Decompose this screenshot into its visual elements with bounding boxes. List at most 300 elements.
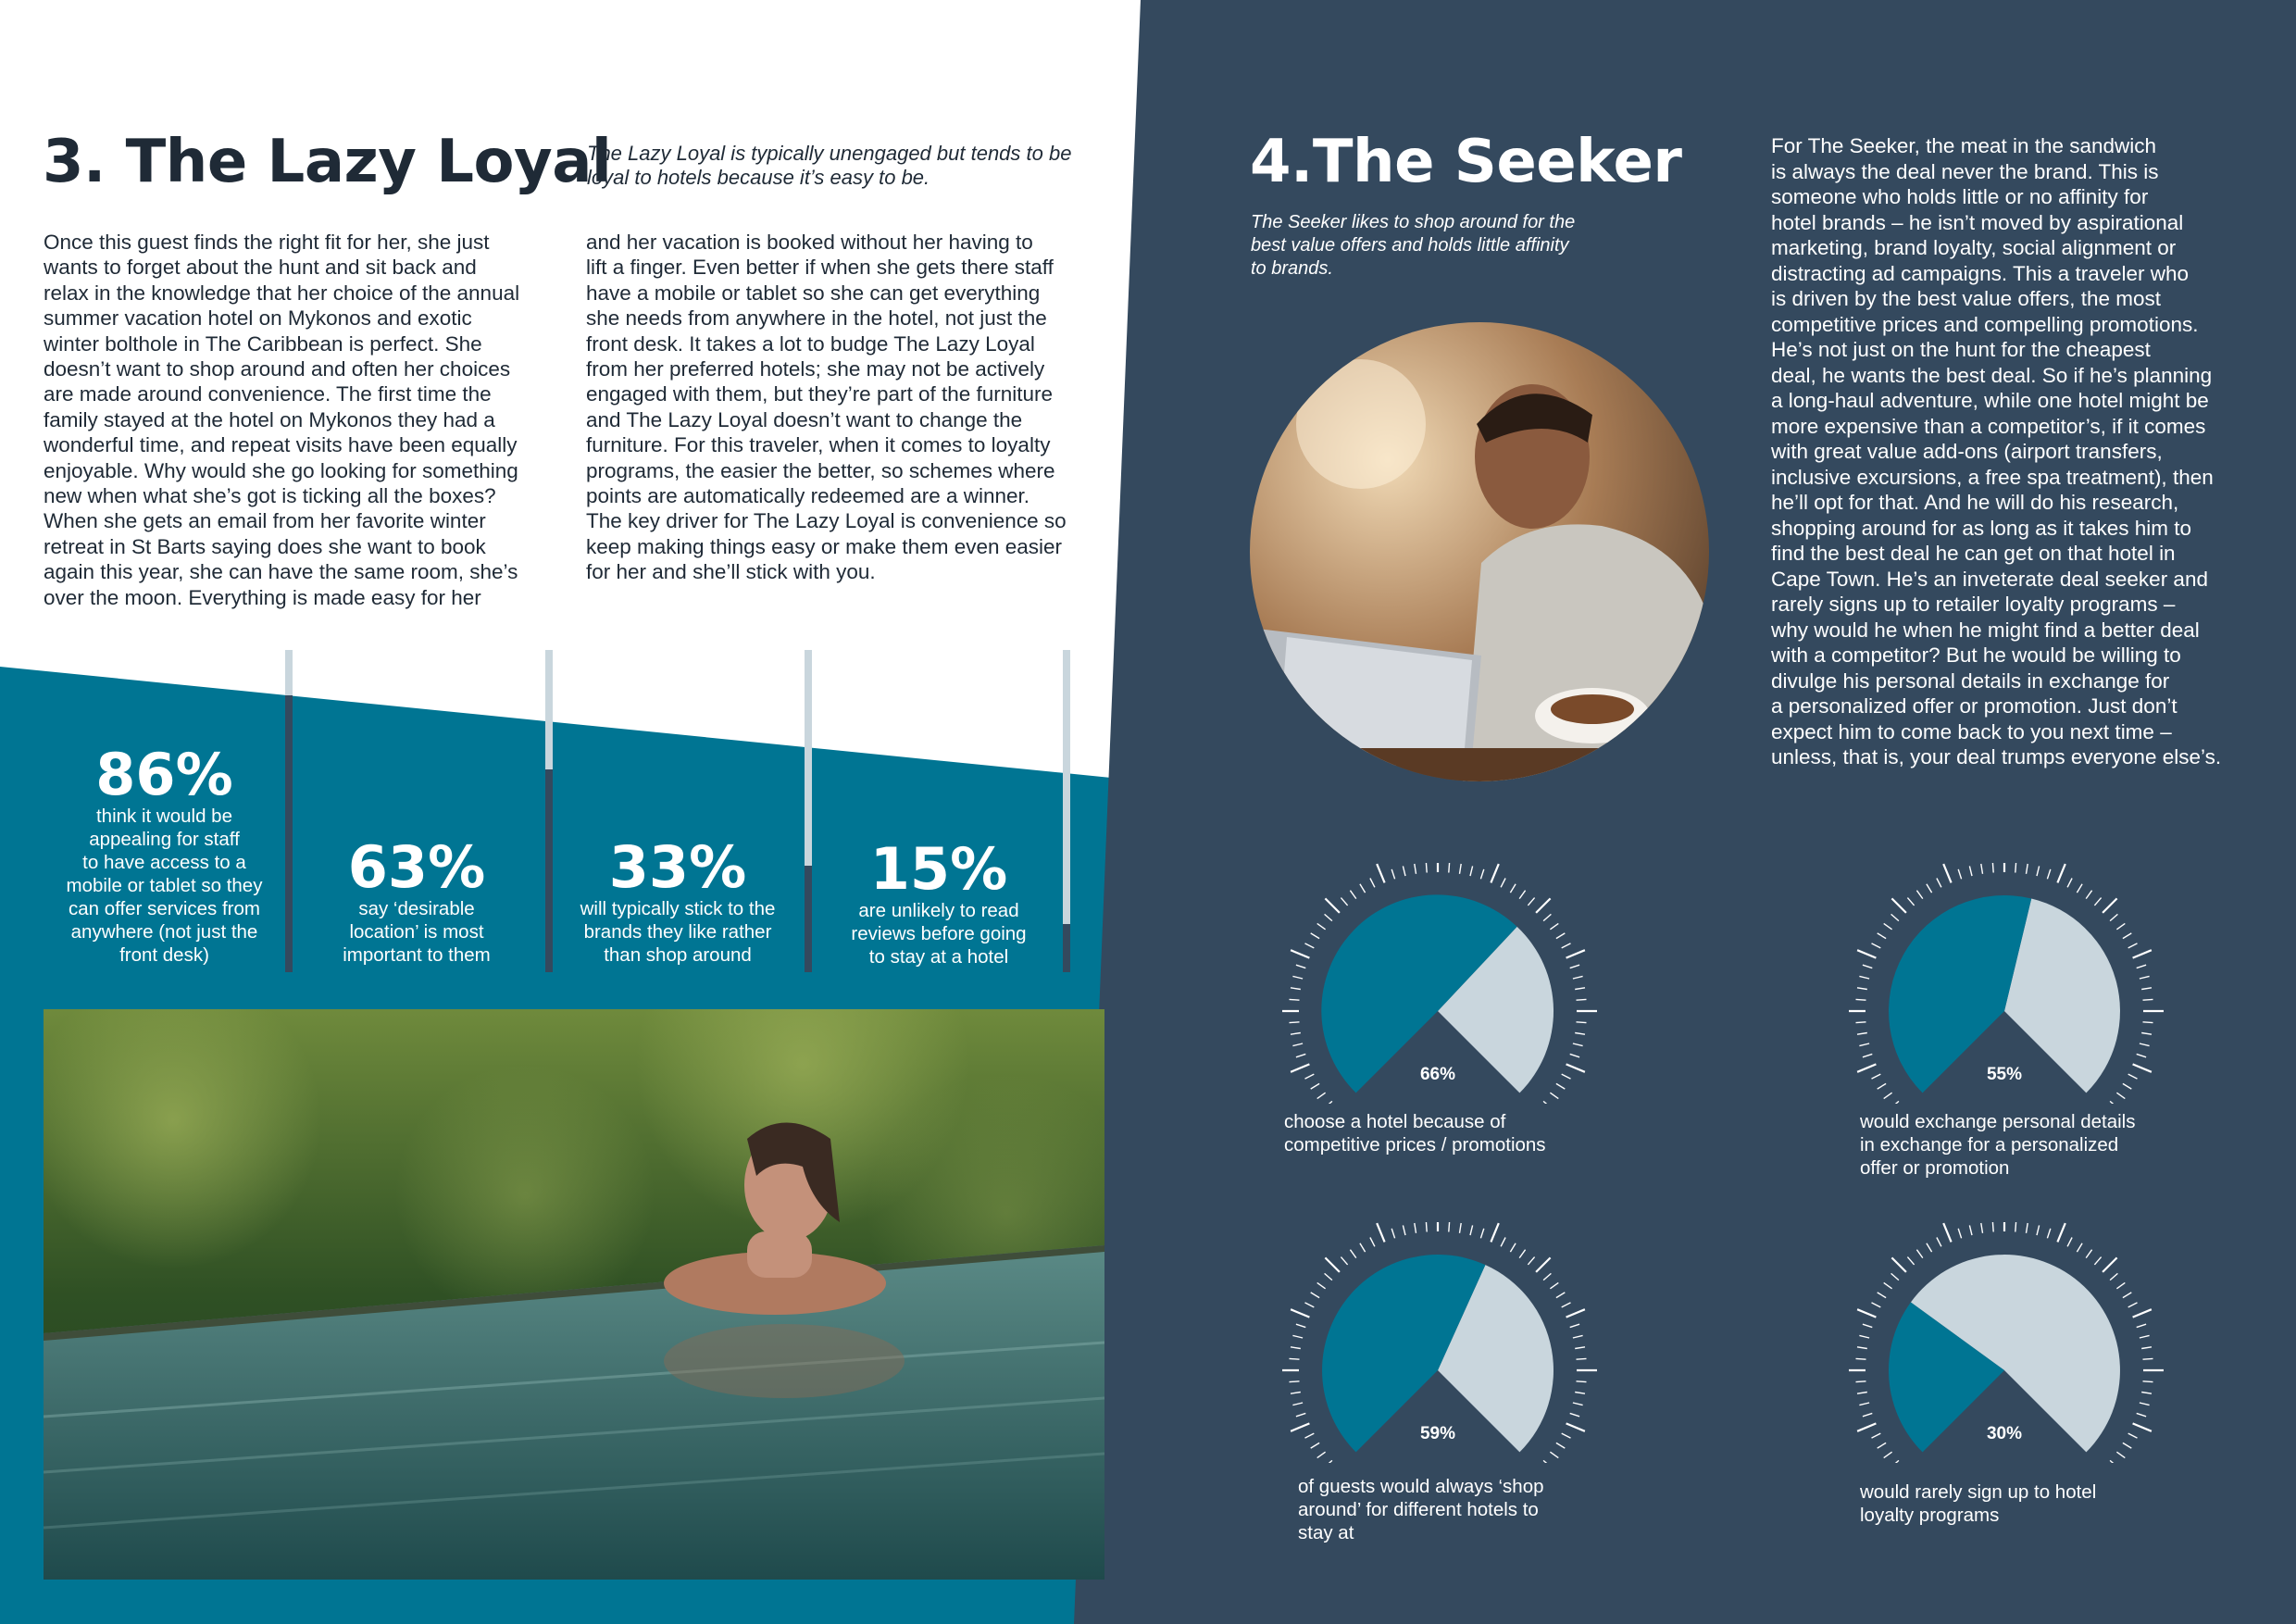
gauge-tick bbox=[2116, 923, 2125, 929]
gauge-tick bbox=[1519, 1250, 1525, 1258]
gauge-tick bbox=[1290, 1358, 1300, 1359]
caption-line: would rarely sign up to hotel bbox=[1860, 1481, 2097, 1503]
gauge-tick bbox=[1573, 1335, 1583, 1338]
gauge-tick bbox=[1543, 914, 1551, 920]
gauge-tick bbox=[1325, 1101, 1332, 1104]
gauge-tick bbox=[1856, 1022, 1866, 1023]
stat-line: can offer services from bbox=[69, 898, 260, 919]
gauge-tick bbox=[1562, 1074, 1571, 1079]
stat-bar-33 bbox=[805, 650, 812, 972]
gauge-tick bbox=[2143, 999, 2153, 1000]
gauge-tick bbox=[1291, 1309, 1309, 1317]
body-line: and her vacation is booked without her having to bbox=[586, 231, 1033, 254]
gauge-tick bbox=[2110, 914, 2117, 920]
gauge-59 bbox=[1282, 1222, 1597, 1463]
gauge-tick bbox=[1891, 1257, 1905, 1272]
gauge-tick bbox=[1575, 1033, 1585, 1035]
gauge-tick bbox=[1341, 898, 1347, 906]
gauge-tick bbox=[1543, 1460, 1551, 1463]
body-line: is always the deal never the brand. This is bbox=[1771, 159, 2159, 183]
gauge-tick bbox=[1562, 1433, 1571, 1438]
gauge-tick bbox=[2027, 864, 2028, 874]
gauge-tick bbox=[2067, 1238, 2072, 1247]
gauge-tick bbox=[1884, 1093, 1892, 1098]
gauge-tick bbox=[1857, 1393, 1867, 1394]
gauge-tick bbox=[1391, 869, 1394, 879]
gauge-tick bbox=[1556, 1083, 1565, 1089]
gauge-tick bbox=[2133, 950, 2152, 957]
stat-bar-fill bbox=[1063, 924, 1070, 972]
gauge-tick bbox=[1884, 923, 1892, 929]
gauge-tick bbox=[1360, 1243, 1366, 1252]
gauge-tick bbox=[1556, 1293, 1565, 1298]
gauge-tick bbox=[1566, 1309, 1585, 1317]
gauge-tick bbox=[1859, 1403, 1869, 1405]
gauge-tick bbox=[2094, 898, 2101, 906]
stat-block bbox=[557, 833, 798, 967]
body-line: is driven by the best value offers, the most bbox=[1771, 287, 2162, 310]
stat-value: 15% bbox=[869, 835, 1008, 903]
stat-bar-15 bbox=[1063, 650, 1070, 972]
gauge-tick bbox=[2103, 898, 2117, 913]
gauge-caption bbox=[1284, 1110, 1546, 1156]
gauge-tick bbox=[1550, 1452, 1558, 1457]
body-line: lift a finger. Even better if when she gets there staff bbox=[586, 256, 1054, 280]
gauge-tick bbox=[2077, 884, 2082, 893]
gauge-tick bbox=[1891, 914, 1899, 920]
body-line: with a competitor? But he would be willing to bbox=[1771, 643, 2181, 667]
gauge-value: 30% bbox=[1986, 1424, 2023, 1443]
stat-block bbox=[818, 835, 1059, 968]
gauge-tick bbox=[1575, 1347, 1585, 1349]
stat-line: brands they like rather bbox=[583, 921, 772, 943]
body-line: Once this guest finds the right fit for her, she just bbox=[44, 231, 490, 254]
gauge-tick bbox=[1872, 1303, 1881, 1307]
gauge-tick bbox=[1370, 1238, 1375, 1247]
gauge-tick bbox=[1291, 1347, 1301, 1349]
gauge-tick bbox=[1305, 943, 1315, 948]
caption-line: choose a hotel because of bbox=[1284, 1111, 1506, 1132]
gauge-tick bbox=[1856, 999, 1866, 1000]
gauge-tick bbox=[2067, 879, 2072, 888]
gauge-tick bbox=[1857, 1423, 1876, 1430]
gauge-tick bbox=[1562, 943, 1571, 948]
gauge-tick bbox=[1573, 1403, 1583, 1405]
gauge-tick bbox=[1377, 864, 1384, 882]
gauge-tick bbox=[2015, 1222, 2016, 1232]
body-line: furniture. For this traveler, when it comes to loyalty bbox=[586, 433, 1051, 457]
gauge-tick bbox=[1377, 1223, 1384, 1242]
gauge-tick bbox=[2128, 1303, 2138, 1307]
body-line: marketing, brand loyalty, social alignment or bbox=[1771, 236, 2177, 259]
seeker-photo-image bbox=[1250, 322, 1709, 781]
gauge-55 bbox=[1849, 863, 2164, 1104]
gauge-tick bbox=[1943, 864, 1951, 882]
stat-line: to have access to a bbox=[82, 852, 246, 873]
body-line: summer vacation hotel on Mykonos and exotic bbox=[44, 306, 472, 331]
caption-line: of guests would always ‘shop bbox=[1298, 1476, 1544, 1497]
gauge-tick bbox=[1856, 1358, 1866, 1359]
gauge-tick bbox=[2116, 1093, 2125, 1098]
gauge-tick bbox=[1291, 1064, 1309, 1071]
gauge-tick bbox=[1311, 1293, 1319, 1298]
gauge-caption bbox=[1860, 1110, 2135, 1180]
gauge-tick bbox=[1577, 1358, 1587, 1359]
gauge-tick bbox=[1859, 976, 1869, 979]
pool-photo bbox=[44, 1009, 1104, 1580]
body-line: more expensive than a competitor’s, if it comes bbox=[1771, 414, 2206, 438]
gauge-tick bbox=[2128, 1433, 2138, 1438]
stat-description bbox=[37, 805, 292, 967]
body-line: have a mobile or tablet so she can get everything bbox=[586, 281, 1041, 305]
body-line: expect him to come back to you next time – bbox=[1771, 719, 2172, 743]
gauge-tick bbox=[1480, 1229, 1483, 1238]
caption-line: around’ for different hotels to bbox=[1298, 1499, 1539, 1520]
gauge-tick bbox=[1958, 869, 1961, 879]
gauge-66 bbox=[1282, 863, 1597, 1104]
stat-line: appealing for staff bbox=[89, 829, 240, 850]
gauge-tick bbox=[1907, 898, 1914, 906]
gauge-tick bbox=[2086, 1250, 2091, 1258]
caption-line: offer or promotion bbox=[1860, 1157, 2010, 1179]
gauge-tick bbox=[2137, 1413, 2146, 1416]
gauge-tick bbox=[2128, 943, 2138, 948]
gauge-tick bbox=[2143, 1381, 2153, 1382]
body-line: over the moon. Everything is made easy for her bbox=[44, 585, 481, 609]
gauge-tick bbox=[1350, 891, 1355, 899]
gauge-tick bbox=[2047, 1229, 2050, 1238]
body-line: Cape Town. He’s an inveterate deal seeker and bbox=[1771, 567, 2208, 591]
lazy-loyal-column-1 bbox=[44, 230, 571, 610]
gauge-tick bbox=[1291, 1423, 1309, 1430]
body-line: family stayed at the hotel on Mykonos they had a bbox=[44, 407, 495, 431]
gauge-tick bbox=[2133, 1309, 2152, 1317]
gauge-tick bbox=[1891, 1460, 1899, 1463]
gauge-tick bbox=[1857, 1033, 1867, 1035]
gauge-tick bbox=[1863, 1054, 1872, 1056]
stat-description bbox=[818, 899, 1059, 968]
stat-description bbox=[296, 897, 537, 967]
seeker-title: 4.The Seeker bbox=[1250, 128, 1682, 196]
lead-line: to brands. bbox=[1251, 258, 1333, 279]
gauge-tick bbox=[1577, 1381, 1587, 1382]
gauge-tick bbox=[1528, 1257, 1534, 1265]
stat-bar-remaining bbox=[285, 650, 293, 695]
gauge-tick bbox=[1878, 1443, 1886, 1448]
gauge-tick bbox=[1296, 965, 1305, 968]
caption-line: in exchange for a personalized bbox=[1860, 1134, 2119, 1156]
gauge-tick bbox=[1573, 1043, 1583, 1046]
gauge-tick bbox=[1296, 1413, 1305, 1416]
stat-description bbox=[557, 897, 798, 967]
caption-line: competitive prices / promotions bbox=[1284, 1134, 1546, 1156]
gauge-tick bbox=[1570, 1054, 1579, 1056]
body-line: enjoyable. Why would she go looking for something bbox=[44, 458, 518, 482]
gauge-tick bbox=[1575, 988, 1585, 990]
stat-bar-63 bbox=[545, 650, 553, 972]
gauge-tick bbox=[1291, 950, 1309, 957]
gauge-tick bbox=[1317, 1452, 1326, 1457]
body-line: engaged with them, but they’re part of the furniture bbox=[586, 382, 1054, 406]
stat-bar-remaining bbox=[805, 650, 812, 866]
gauge-tick bbox=[2116, 1452, 2125, 1457]
body-line: she needs from anywhere in the hotel, not just the bbox=[586, 306, 1047, 331]
gauge-tick bbox=[1937, 879, 1941, 888]
gauge-tick bbox=[1491, 864, 1498, 882]
gauge-tick bbox=[1292, 976, 1303, 979]
gauge-tick bbox=[1566, 1064, 1585, 1071]
body-line: front desk. It takes a lot to budge The Lazy Loyal bbox=[586, 331, 1035, 356]
lazy-loyal-title: 3. The Lazy Loyal bbox=[43, 128, 612, 196]
gauge-tick bbox=[2141, 1347, 2152, 1349]
gauge-tick bbox=[1927, 884, 1932, 893]
gauge-tick bbox=[2123, 1443, 2131, 1448]
gauge-tick bbox=[2057, 1223, 2065, 1242]
gauge-tick bbox=[1317, 923, 1326, 929]
gauge-tick bbox=[1878, 1293, 1886, 1298]
stat-line: location’ is most bbox=[349, 921, 484, 943]
gauge-tick bbox=[1296, 1324, 1305, 1327]
gauge-tick bbox=[1460, 1223, 1462, 1233]
gauge-tick bbox=[1449, 863, 1450, 873]
gauge-tick bbox=[1878, 1083, 1886, 1089]
gauge-tick bbox=[1859, 1335, 1869, 1338]
gauge-tick bbox=[1291, 1393, 1301, 1394]
gauge-tick bbox=[1891, 1101, 1899, 1104]
body-line: divulge his personal details in exchange for bbox=[1771, 668, 2170, 693]
caption-line: stay at bbox=[1298, 1522, 1354, 1543]
gauge-tick bbox=[2137, 1054, 2146, 1056]
seeker-photo bbox=[1250, 322, 1709, 781]
body-line: For The Seeker, the meat in the sandwich bbox=[1771, 134, 2157, 157]
body-line: a personalized offer or promotion. Just don’t bbox=[1771, 694, 2177, 718]
caption-line: loyalty programs bbox=[1860, 1505, 2000, 1526]
body-line: competitive prices and compelling promotions. bbox=[1771, 312, 2199, 336]
gauge-tick bbox=[1857, 1347, 1867, 1349]
gauge-tick bbox=[1292, 1403, 1303, 1405]
gauge-tick bbox=[1856, 1381, 1866, 1382]
stat-line: think it would be bbox=[95, 806, 232, 827]
gauge-tick bbox=[1317, 1093, 1326, 1098]
body-line: wants to forget about the hunt and sit back and bbox=[44, 256, 477, 280]
body-line: why would he when he might find a better deal bbox=[1771, 618, 2200, 642]
body-line: shopping around for as long as it takes him to bbox=[1771, 516, 2192, 540]
gauge-tick bbox=[1566, 1423, 1585, 1430]
body-line: and The Lazy Loyal doesn’t want to change the bbox=[586, 407, 1023, 431]
gauge-tick bbox=[2116, 1282, 2125, 1288]
body-line: The key driver for The Lazy Loyal is convenience so bbox=[586, 509, 1067, 533]
gauge-tick bbox=[1863, 1413, 1872, 1416]
gauge-tick bbox=[1292, 1043, 1303, 1046]
gauge-tick bbox=[2110, 1273, 2117, 1280]
gauge-tick bbox=[1470, 1225, 1473, 1235]
gauge-tick bbox=[1325, 1460, 1332, 1463]
gauge-tick bbox=[1562, 1303, 1571, 1307]
gauge-tick bbox=[2110, 1460, 2117, 1463]
gauge-tick bbox=[2057, 864, 2065, 882]
stat-line: are unlikely to read bbox=[858, 900, 1019, 921]
gauge-tick bbox=[1981, 1223, 1983, 1233]
gauge-tick bbox=[1916, 891, 1922, 899]
gauge-tick bbox=[1575, 1393, 1585, 1394]
gauge-tick bbox=[1570, 965, 1579, 968]
gauge-tick bbox=[2141, 1033, 2152, 1035]
gauge-tick bbox=[1415, 864, 1416, 874]
gauge-tick bbox=[2140, 1335, 2150, 1338]
gauge-tick bbox=[1884, 1282, 1892, 1288]
gauge-value: 66% bbox=[1419, 1065, 1456, 1084]
gauge-tick bbox=[2140, 1043, 2150, 1046]
body-line: new when what she’s got is ticking all the boxes? bbox=[44, 484, 496, 508]
gauge-tick bbox=[2143, 1022, 2153, 1023]
body-line: find the best deal he can get on that hotel in bbox=[1771, 542, 2176, 565]
gauge-tick bbox=[2037, 866, 2040, 876]
gauge-tick bbox=[1891, 898, 1905, 913]
gauge-tick bbox=[2123, 1083, 2131, 1089]
body-line: hotel brands – he isn’t moved by aspirational bbox=[1771, 210, 2184, 234]
stat-line: will typically stick to the bbox=[580, 898, 776, 919]
gauge-tick bbox=[1403, 1225, 1405, 1235]
body-line: deal, he wants the best deal. So if he’s planning bbox=[1771, 363, 2213, 387]
gauge-tick bbox=[2143, 1358, 2153, 1359]
gauge-tick bbox=[2133, 1423, 2152, 1430]
gauge-tick bbox=[1969, 866, 1972, 876]
gauge-tick bbox=[1543, 1101, 1551, 1104]
gauge-tick bbox=[1341, 1257, 1347, 1265]
gauge-tick bbox=[1891, 1273, 1899, 1280]
caption-line: would exchange personal details bbox=[1860, 1111, 2136, 1132]
gauge-tick bbox=[1449, 1222, 1450, 1232]
body-line: wonderful time, and repeat visits have been equally bbox=[44, 433, 518, 457]
gauge-tick bbox=[1570, 1413, 1579, 1416]
gauge-tick bbox=[1872, 1433, 1881, 1438]
body-line: When she gets an email from her favorite winter bbox=[44, 509, 486, 533]
gauge-tick bbox=[1863, 1324, 1872, 1327]
gauge-caption bbox=[1860, 1480, 2096, 1527]
lazy-loyal-column-2 bbox=[586, 230, 1104, 585]
gauge-tick bbox=[1550, 1282, 1558, 1288]
stat-value: 86% bbox=[95, 741, 233, 808]
gauge-tick bbox=[1927, 1243, 1932, 1252]
gauge-tick bbox=[1305, 1074, 1315, 1079]
gauge-tick bbox=[2137, 1324, 2146, 1327]
body-line: he’ll opt for that. And he will do his research, bbox=[1771, 491, 2179, 514]
gauge-tick bbox=[2140, 1403, 2150, 1405]
gauge-tick bbox=[1291, 988, 1301, 990]
gauge-tick bbox=[2140, 976, 2150, 979]
gauge-tick bbox=[1510, 884, 1516, 893]
gauge-tick bbox=[1570, 1324, 1579, 1327]
stat-block bbox=[37, 741, 292, 967]
gauge-tick bbox=[1290, 999, 1300, 1000]
lead-line: best value offers and holds little affinity bbox=[1251, 235, 1569, 256]
gauge-tick bbox=[1556, 933, 1565, 939]
gauge-tick bbox=[1550, 923, 1558, 929]
body-line: someone who holds little or no affinity for bbox=[1771, 185, 2149, 208]
body-line: unless, that is, your deal trumps everyone else’s. bbox=[1771, 745, 2222, 768]
gauge-tick bbox=[1543, 1273, 1551, 1280]
gauge-value: 55% bbox=[1986, 1065, 2023, 1084]
gauge-tick bbox=[2037, 1225, 2040, 1235]
gauge-tick bbox=[1305, 1303, 1315, 1307]
gauge-tick bbox=[2103, 1257, 2117, 1272]
lead-line: The Seeker likes to shop around for the bbox=[1251, 212, 1576, 232]
gauge-tick bbox=[1360, 884, 1366, 893]
gauge-tick bbox=[1501, 1238, 1505, 1247]
gauge-tick bbox=[1536, 898, 1551, 913]
body-line: with great value add-ons (airport transfers, bbox=[1771, 440, 2163, 463]
gauge-tick bbox=[1872, 943, 1881, 948]
gauge-tick bbox=[2123, 1293, 2131, 1298]
seeker-lead bbox=[1251, 211, 1640, 281]
body-line: He’s not just on the hunt for the cheapest bbox=[1771, 338, 2151, 361]
gauge-tick bbox=[2015, 863, 2016, 873]
gauge-tick bbox=[1857, 950, 1876, 957]
stat-line: anywhere (not just the bbox=[70, 921, 258, 943]
body-line: for her and she’ll stick with you. bbox=[586, 560, 876, 584]
gauge-tick bbox=[1370, 879, 1375, 888]
gauge-tick bbox=[1510, 1243, 1516, 1252]
stat-line: reviews before going bbox=[851, 923, 1027, 944]
body-line: from her preferred hotels; she may not be actively bbox=[586, 357, 1045, 381]
gauge-tick bbox=[2141, 1393, 2152, 1394]
gauge-30 bbox=[1849, 1222, 2164, 1463]
gauge-tick bbox=[1290, 1381, 1300, 1382]
gauge-tick bbox=[1460, 864, 1462, 874]
gauge-tick bbox=[2094, 1257, 2101, 1265]
gauge-tick bbox=[1470, 866, 1473, 876]
body-line: programs, the easier the better, so schemes where bbox=[586, 458, 1055, 482]
gauge-tick bbox=[2077, 1243, 2082, 1252]
gauge-tick bbox=[1325, 1257, 1340, 1272]
gauge-tick bbox=[2086, 891, 2091, 899]
gauge-tick bbox=[1325, 914, 1332, 920]
body-line: points are automatically redeemed are a winner. bbox=[586, 484, 1030, 508]
gauge-tick bbox=[1415, 1223, 1416, 1233]
gauge-tick bbox=[1325, 898, 1340, 913]
gauge-tick bbox=[2123, 933, 2131, 939]
stat-line: front desk) bbox=[119, 944, 209, 966]
gauge-tick bbox=[2141, 988, 2152, 990]
stat-block bbox=[296, 833, 537, 967]
gauge-tick bbox=[1311, 1443, 1319, 1448]
gauge-tick bbox=[1857, 1309, 1876, 1317]
gauge-tick bbox=[1519, 891, 1525, 899]
gauge-tick bbox=[1937, 1238, 1941, 1247]
gauge-tick bbox=[2027, 1223, 2028, 1233]
stat-line: say ‘desirable bbox=[358, 898, 475, 919]
gauge-tick bbox=[1305, 1433, 1315, 1438]
body-line: a long-haul adventure, while one hotel might be bbox=[1771, 389, 2209, 412]
stat-value: 33% bbox=[608, 833, 747, 901]
stat-line: mobile or tablet so they bbox=[66, 875, 263, 896]
gauge-tick bbox=[1550, 1093, 1558, 1098]
gauge-tick bbox=[1573, 976, 1583, 979]
gauge-tick bbox=[1291, 1033, 1301, 1035]
stat-bar-remaining bbox=[545, 650, 553, 769]
gauge-tick bbox=[1317, 1282, 1326, 1288]
body-line: again this year, she can have the same room, she’s bbox=[44, 560, 518, 584]
gauge-tick bbox=[1857, 1064, 1876, 1071]
pool-photo-image bbox=[44, 1009, 1104, 1580]
gauge-tick bbox=[1528, 898, 1534, 906]
gauge-tick bbox=[1916, 1250, 1922, 1258]
stat-value: 63% bbox=[347, 833, 486, 901]
lazy-loyal-lead: The Lazy Loyal is typically unengaged but tends to be loyal to hotels because it’s easy to be. bbox=[587, 142, 1072, 189]
body-line: keep making things easy or make them even easier bbox=[586, 534, 1063, 558]
stat-line: than shop around bbox=[604, 944, 752, 966]
stat-bar-fill bbox=[545, 769, 553, 972]
